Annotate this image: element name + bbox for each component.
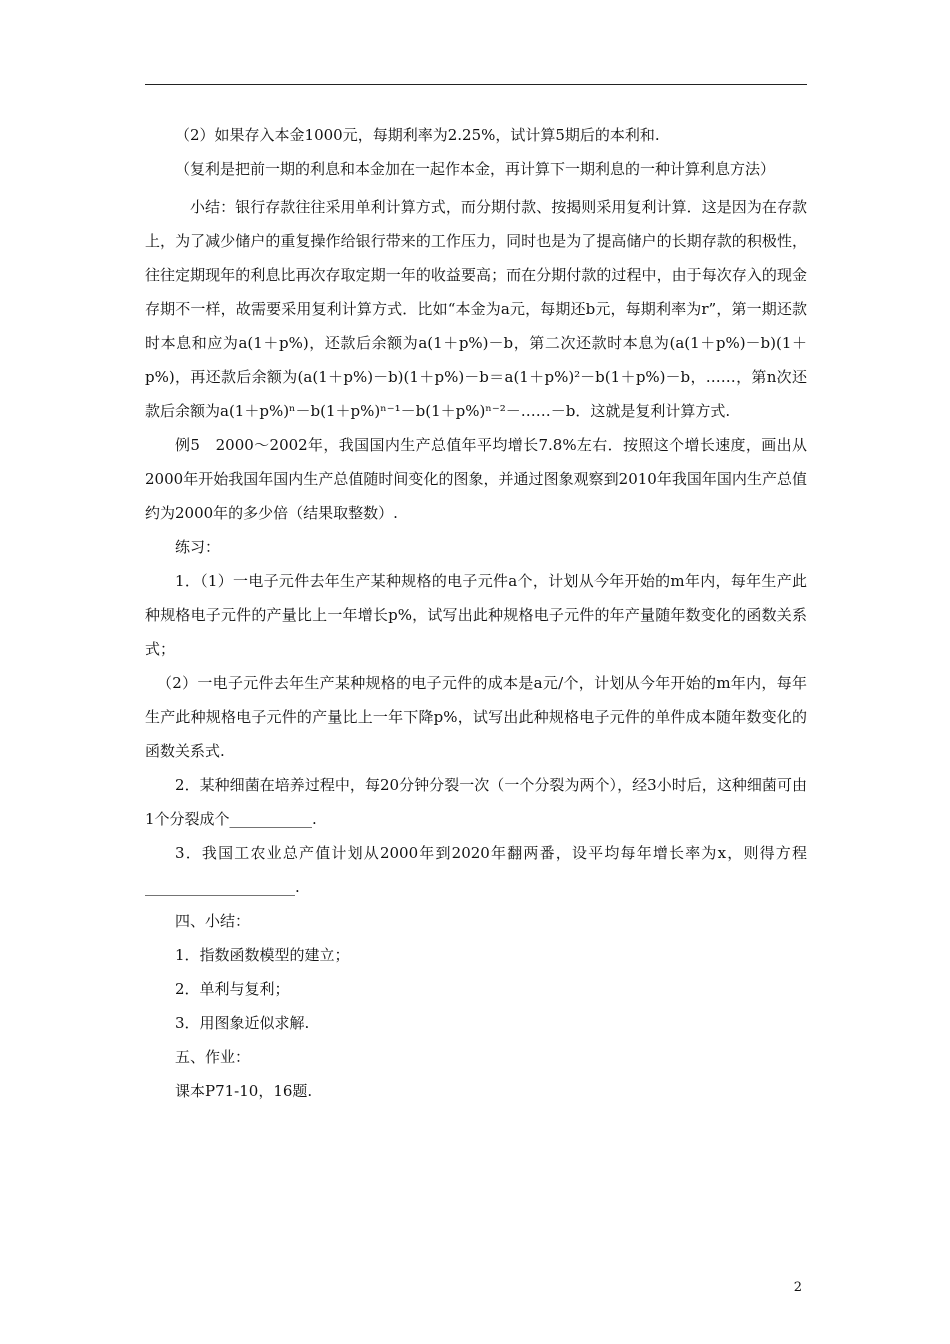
paragraph-section-5-heading: 五、作业： [175, 1048, 251, 1066]
paragraph-homework: 课本P71-10，16题. [175, 1082, 313, 1100]
paragraph-section-4-heading: 四、小结： [175, 912, 251, 930]
paragraph-summary-item-2: 2．单利与复利； [175, 980, 290, 998]
paragraph-practice-heading: 练习： [175, 538, 221, 556]
paragraph-example-5: 例5 2000～2002年，我国国内生产总值年平均增长7.8%左右．按照这个增长速度，画出从2000年开始我国年国内生产总值随时间变化的图象，并通过图象观察到2010年我国年国内生产总值约为2000年的多少倍（结果取整数）. [145, 436, 807, 522]
page-body [145, 118, 807, 1108]
paragraph-practice-3: 3．我国工农业总产值计划从2000年到2020年翻两番，设平均每年增长率为x，则得方程____________________. [145, 844, 807, 896]
paragraph-1: （2）如果存入本金1000元，每期利率为2.25%，试计算5期后的本利和. [175, 126, 660, 144]
paragraph-summary-item-3: 3．用图象近似求解. [175, 1014, 310, 1032]
paragraph-summary: 小结：银行存款往往采用单利计算方式，而分期付款、按揭则采用复利计算．这是因为在存款上，为了减少储户的重复操作给银行带来的工作压力，同时也是为了提高储户的长期存款的积极性，往往定期现年的利息比再次存取定期一年的收益要高；而在分期付款的过程中，由于每次存入的现金存期不一样，故需要采用复利计算方式．比如“本金为a元，每期还b元，每期利率为r”，第一期还款时本息和应为a(1＋p%)，还款后余额为a(1＋p%)－b，第二次还款时本息为(a(1＋p%)－b)(1＋p%)，再还款后余额为(a(1＋p%)－b)(1＋p%)－b＝a(1＋p%)²－b(1＋p%)－b，……，第n次还款后余额为a(1＋p%)ⁿ－b(1＋p%)ⁿ⁻¹－b(1＋p%)ⁿ⁻²－……－b．这就是复利计算方式. [145, 198, 807, 420]
paragraph-practice-1-2: （2）一电子元件去年生产某种规格的电子元件的成本是a元/个，计划从今年开始的m年内，每年生产此种规格电子元件的产量比上一年下降p%，试写出此种规格电子元件的单件成本随年数变化的函数关系式. [145, 674, 807, 760]
page-number: 2 [793, 1280, 802, 1295]
paragraph-2: （复利是把前一期的利息和本金加在一起作本金，再计算下一期利息的一种计算利息方法） [175, 160, 776, 178]
paragraph-practice-2: 2．某种细菌在培养过程中，每20分钟分裂一次（一个分裂为两个），经3小时后，这种细菌可由1个分裂成个___________. [145, 776, 807, 828]
header-rule [145, 84, 807, 85]
paragraph-summary-item-1: 1．指数函数模型的建立； [175, 946, 350, 964]
paragraph-practice-1-1: 1．（1）一电子元件去年生产某种规格的电子元件a个，计划从今年开始的m年内，每年生产此种规格电子元件的产量比上一年增长p%，试写出此种规格电子元件的年产量随年数变化的函数关系式； [145, 572, 807, 658]
